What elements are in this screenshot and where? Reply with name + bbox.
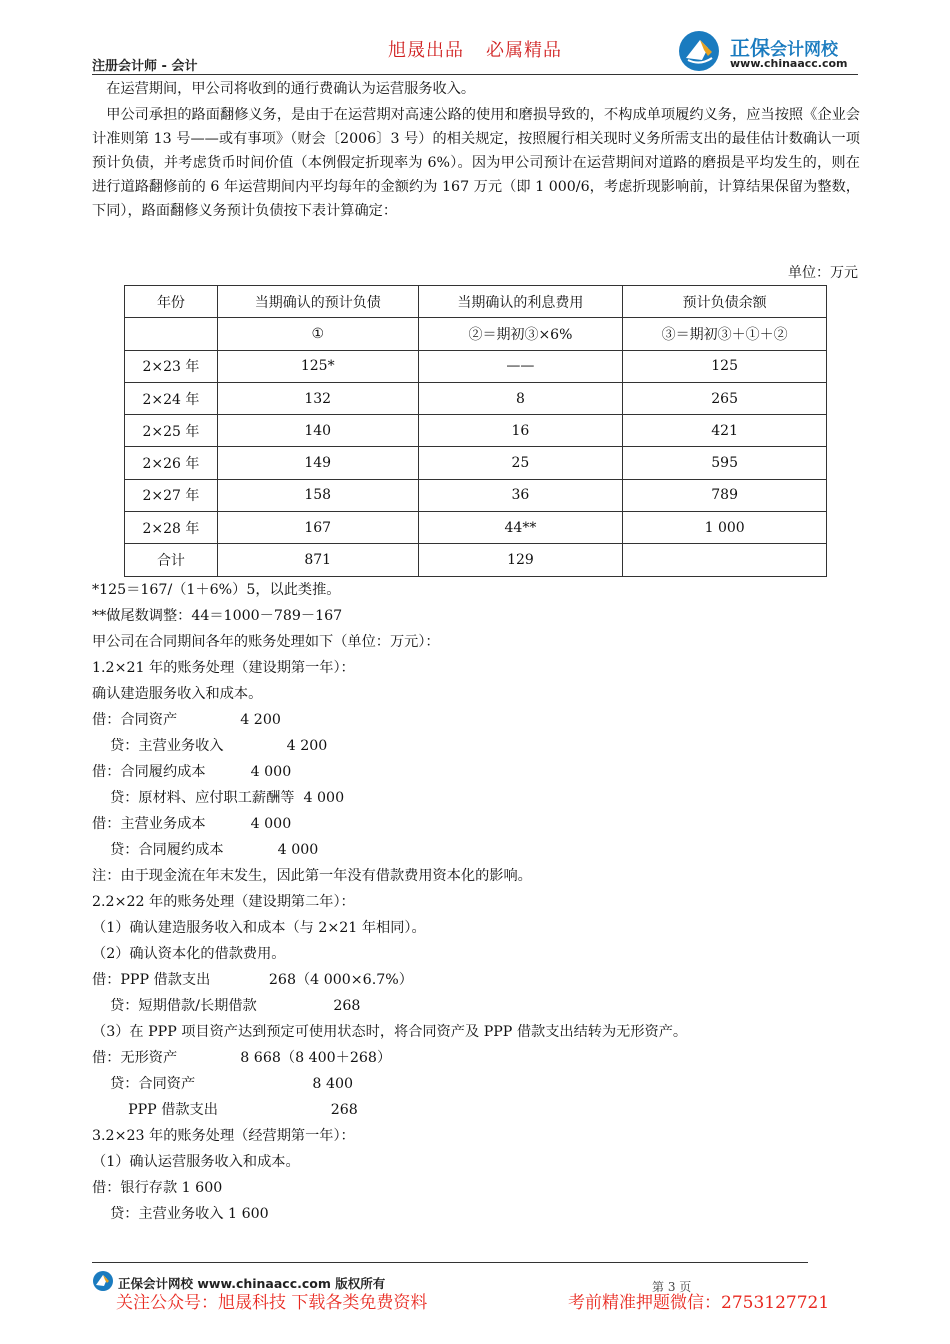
balance-cell: 421 [623, 415, 827, 447]
formula-cell [125, 318, 218, 350]
formula-cell: ②＝期初③×6% [418, 318, 623, 350]
chinaacc-logo [678, 30, 868, 74]
section-heading: 2.2×22 年的账务处理（建设期第二年）： [92, 894, 355, 910]
liability-cell: 149 [217, 447, 418, 479]
header-divider [92, 74, 858, 75]
footer-divider [92, 1262, 808, 1263]
table-row [125, 415, 827, 447]
slogan-part-1: 旭晟出品 [388, 40, 464, 61]
interest-cell: 8 [418, 382, 623, 414]
balance-cell: 789 [623, 479, 827, 511]
paragraph-1: 在运营期间，甲公司将收到的通行费确认为运营服务收入。 [92, 81, 476, 97]
slogan-part-2: 必属精品 [486, 40, 562, 61]
liability-cell: 132 [217, 382, 418, 414]
journal-entry-line: 贷：合同履约成本 4 000 [92, 842, 319, 858]
journal-entry-line: 贷：合同资产 8 400 [92, 1076, 354, 1092]
total-balance-cell [623, 544, 827, 576]
balance-cell: 265 [623, 382, 827, 414]
liability-cell: 140 [217, 415, 418, 447]
formula-cell: ① [217, 318, 418, 350]
page-number: 第 3 页 [652, 1280, 692, 1294]
journal-entry-line: 借：主营业务成本 4 000 [92, 816, 292, 832]
table-formula-row [125, 318, 827, 350]
logo-url: www.chinaacc.com [730, 57, 848, 70]
table-total-row [125, 544, 827, 576]
liability-cell: 167 [217, 512, 418, 544]
interest-cell: 16 [418, 415, 623, 447]
interest-cell: 36 [418, 479, 623, 511]
journal-entry-line: 借：合同资产 4 200 [92, 712, 281, 728]
table-row [125, 447, 827, 479]
footer-logo-icon [92, 1270, 114, 1292]
liability-cell: 158 [217, 479, 418, 511]
year-cell: 2×25 年 [125, 415, 218, 447]
promo-wechat-contact: 考前精准押题微信：2753127721 [568, 1293, 830, 1313]
paragraph-2: 甲公司承担的路面翻修义务，是由于在运营期对高速公路的使用和磨损导致的，不构成单项履约义务，应当按照《企业会计准则第 13 号——或有事项》（财会〔2006〕3 号）的相关规定，按照履行相关现时义务所需支出的最佳估计数确认一项预计负债，并考虑货币时间价值（本例假定折现率为 6%）。因为甲公司预计在运营期间对道路的磨损是平均发生的，则在进行道路翻修前的 6 年运营期间内平均每年的金额约为 167 万元（即 1 000/6，考虑折现影响前，计算结果保留为整数，下同），路面翻修义务预计负债按下表计算确定： [92, 107, 860, 219]
table-row [125, 350, 827, 382]
chinaacc-logo-icon [678, 30, 724, 72]
note-line: *125＝167/（1＋6%）5，以此类推。 [92, 582, 341, 598]
journal-entry-line: 贷：主营业务收入 4 200 [92, 738, 328, 754]
interest-cell: —— [418, 350, 623, 382]
journal-entry-line: 借：合同履约成本 4 000 [92, 764, 292, 780]
promo-wechat-account: 关注公众号：旭晟科技 下载各类免费资料 [116, 1293, 428, 1313]
footer-copyright: 正保会计网校 www.chinaacc.com 版权所有 [118, 1276, 386, 1291]
header-slogan [388, 36, 562, 62]
liability-cell: 125* [217, 350, 418, 382]
year-cell: 2×28 年 [125, 512, 218, 544]
header-cell: 年份 [125, 286, 218, 318]
balance-cell: 125 [623, 350, 827, 382]
table-row [125, 479, 827, 511]
total-interest-cell: 129 [418, 544, 623, 576]
table-row [125, 512, 827, 544]
header-course-title: 注册会计师 - 会计 [92, 59, 198, 74]
text-line: 确认建造服务收入和成本。 [92, 686, 263, 702]
section-heading: 3.2×23 年的账务处理（经营期第一年）： [92, 1128, 355, 1144]
header-cell: 预计负债余额 [623, 286, 827, 318]
table-row [125, 382, 827, 414]
text-line: （1）确认建造服务收入和成本（与 2×21 年相同）。 [92, 920, 426, 936]
note-line: **做尾数调整：44＝1000－789－167 [92, 608, 343, 624]
year-cell: 2×27 年 [125, 479, 218, 511]
text-line: （2）确认资本化的借款费用。 [92, 946, 286, 962]
journal-entry-line: 借：银行存款 1 600 [92, 1180, 223, 1196]
total-label-cell: 合计 [125, 544, 218, 576]
journal-entry-line: 借：PPP 借款支出 268（4 000×6.7%） [92, 972, 413, 988]
journal-entry-line: 贷：主营业务收入 1 600 [92, 1206, 269, 1222]
logo-name: 正保 [730, 36, 770, 60]
year-cell: 2×26 年 [125, 447, 218, 479]
provision-table [124, 285, 827, 577]
balance-cell: 595 [623, 447, 827, 479]
logo-suffix: 会计网校 [770, 40, 838, 60]
journal-entry-line: 贷：原材料、应付职工薪酬等 4 000 [92, 790, 345, 806]
formula-cell: ③＝期初③＋①＋② [623, 318, 827, 350]
text-line: 甲公司在合同期间各年的账务处理如下（单位：万元）： [92, 634, 440, 650]
section-heading: 1.2×21 年的账务处理（建设期第一年）： [92, 660, 355, 676]
year-cell: 2×24 年 [125, 382, 218, 414]
table-header-row [125, 286, 827, 318]
unit-label: 单位：万元 [788, 265, 858, 281]
total-liability-cell: 871 [217, 544, 418, 576]
journal-entry-line: 贷：短期借款/长期借款 268 [92, 998, 361, 1014]
header-cell: 当期确认的利息费用 [418, 286, 623, 318]
text-line: （1）确认运营服务收入和成本。 [92, 1154, 300, 1170]
journal-entry-line: PPP 借款支出 268 [92, 1102, 358, 1118]
interest-cell: 44** [418, 512, 623, 544]
text-line: （3）在 PPP 项目资产达到预定可使用状态时，将合同资产及 PPP 借款支出结转为无形资产。 [92, 1024, 688, 1040]
year-cell: 2×23 年 [125, 350, 218, 382]
journal-entry-line: 借：无形资产 8 668（8 400＋268） [92, 1050, 392, 1066]
note-line: 注：由于现金流在年末发生，因此第一年没有借款费用资本化的影响。 [92, 868, 532, 884]
balance-cell: 1 000 [623, 512, 827, 544]
interest-cell: 25 [418, 447, 623, 479]
header-cell: 当期确认的预计负债 [217, 286, 418, 318]
